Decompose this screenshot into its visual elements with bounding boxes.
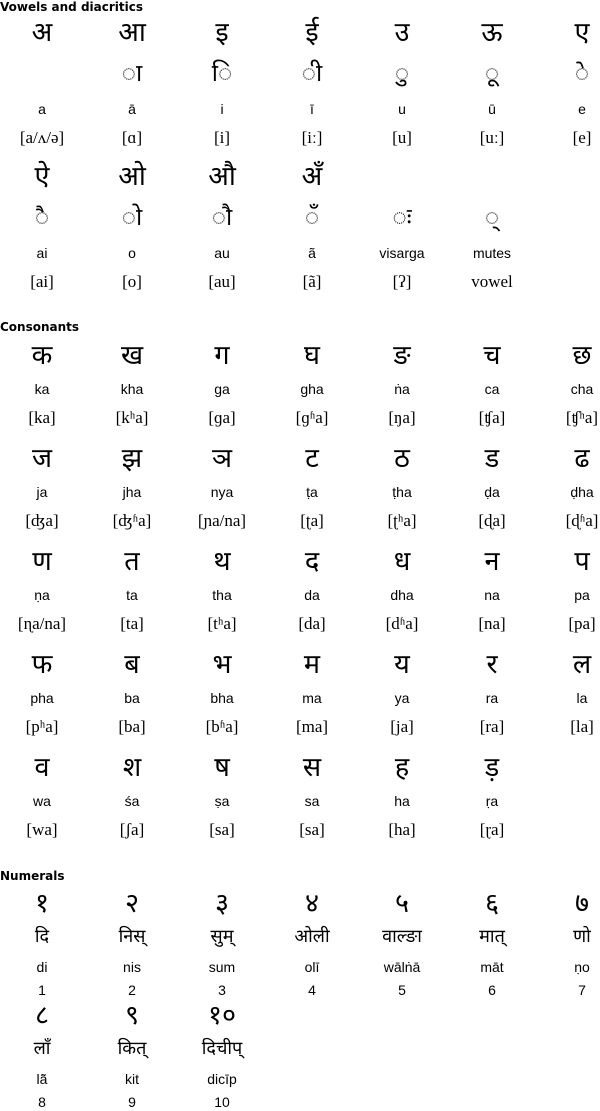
consonant-ipa: [sa] (299, 820, 325, 839)
consonant-cell (267, 645, 357, 745)
consonant-transliteration: sa (304, 793, 320, 809)
consonant-glyph: ब (124, 649, 140, 680)
consonant-transliteration: pa (574, 587, 590, 603)
consonant-ipa: [dʱa] (385, 614, 419, 633)
consonant-glyph: ङ (393, 340, 411, 371)
consonant-cell (0, 748, 87, 848)
vowel-ipa: [ʔ] (392, 272, 412, 291)
consonant-transliteration: kha (120, 381, 144, 397)
vowel-cell (357, 160, 447, 300)
consonant-cell (447, 542, 537, 642)
consonant-transliteration: ra (485, 690, 499, 706)
consonant-glyph: य (394, 649, 410, 680)
consonant-glyph: ड़ (484, 752, 500, 783)
consonants-section-title: Consonants (0, 320, 80, 334)
vowel-glyph: आ (118, 17, 146, 48)
consonant-glyph: र (486, 649, 498, 680)
vowel-transliteration: mutes (472, 245, 512, 261)
consonant-cell (267, 336, 357, 436)
numeral-glyph: १० (207, 1000, 237, 1031)
consonant-cell (267, 542, 357, 642)
vowel-diacritic: ◌ू (484, 59, 500, 87)
numeral-transliteration: kit (125, 1071, 139, 1087)
vowel-cell (0, 160, 87, 300)
consonant-transliteration: ḍa (484, 484, 500, 500)
consonant-glyph: ष (214, 752, 230, 783)
consonant-transliteration: ga (214, 381, 230, 397)
consonant-transliteration: pha (30, 690, 54, 706)
consonant-ipa: [bʱa] (205, 717, 239, 736)
consonant-ipa: [ɖʱa] (565, 511, 599, 530)
consonant-ipa: [ʃa] (119, 820, 145, 839)
numerals-section-title: Numerals (0, 869, 65, 883)
numeral-word: मात् (479, 926, 505, 947)
consonant-ipa: [ŋa] (388, 408, 416, 427)
numeral-value: 4 (308, 982, 316, 998)
numeral-glyph: ९ (124, 1000, 140, 1031)
consonant-cell (447, 336, 537, 436)
consonant-cell (0, 439, 87, 539)
consonant-cell (357, 439, 447, 539)
consonant-transliteration: bha (210, 690, 234, 706)
consonant-cell (447, 439, 537, 539)
numeral-cell (447, 885, 537, 998)
vowel-transliteration: ū (488, 101, 496, 117)
numeral-word: ओली (294, 926, 330, 947)
vowel-cell (267, 16, 357, 156)
numeral-cell (177, 997, 267, 1110)
consonant-glyph: ल (572, 649, 592, 680)
vowel-ipa: [e] (572, 128, 592, 147)
consonant-transliteration: ba (124, 690, 140, 706)
consonant-glyph: फ (31, 649, 53, 680)
numeral-value: 2 (128, 982, 136, 998)
consonant-transliteration: jha (122, 484, 142, 500)
consonant-glyph: च (483, 340, 501, 371)
consonant-transliteration: ya (394, 690, 410, 706)
consonant-cell (177, 542, 267, 642)
consonant-ipa: [tʰa] (207, 614, 237, 633)
consonant-ipa: [ʈʰa] (387, 511, 417, 530)
consonant-cell (87, 748, 177, 848)
numeral-transliteration: lā̃ (36, 1071, 48, 1087)
numeral-cell (537, 885, 600, 998)
numeral-value: 5 (398, 982, 406, 998)
vowel-cell (267, 160, 357, 300)
vowel-diacritic: ◌ो (121, 203, 143, 231)
consonant-ipa: [kʰa] (115, 408, 149, 427)
numeral-word: दिचीप् (201, 1038, 243, 1059)
vowel-diacritic: ◌ँ (304, 203, 320, 231)
numeral-glyph: ५ (394, 888, 410, 919)
consonant-ipa: [ʤʱa] (112, 511, 152, 530)
consonant-cell (357, 542, 447, 642)
consonant-glyph: क (31, 340, 53, 371)
consonant-transliteration: ha (394, 793, 410, 809)
numeral-word: लाँ (33, 1038, 51, 1059)
consonant-cell (87, 542, 177, 642)
vowel-cell (87, 16, 177, 156)
vowel-ipa: [uː] (479, 128, 505, 147)
vowel-glyph: ऊ (481, 17, 503, 48)
consonant-cell (0, 645, 87, 745)
vowel-cell (0, 16, 87, 156)
consonant-glyph: ड (484, 443, 500, 474)
vowel-cell (87, 160, 177, 300)
consonant-glyph: व (34, 752, 50, 783)
numeral-glyph: ३ (214, 888, 230, 919)
consonant-glyph: प (574, 546, 590, 577)
consonant-glyph: ख (120, 340, 144, 371)
numeral-glyph: २ (124, 888, 140, 919)
vowel-ipa: [au] (208, 272, 236, 291)
consonant-cell (87, 439, 177, 539)
consonant-ipa: [sa] (209, 820, 235, 839)
vowel-cell (447, 16, 537, 156)
vowel-cell (447, 160, 537, 300)
vowels-section-title: Vowels and diacritics (0, 0, 143, 14)
numeral-transliteration: nis (123, 959, 141, 975)
numeral-glyph: ४ (304, 888, 320, 919)
consonant-ipa: [ma] (295, 717, 329, 736)
consonant-cell (0, 542, 87, 642)
vowel-diacritic: ◌े (574, 59, 590, 87)
consonant-cell (0, 336, 87, 436)
numeral-cell (87, 997, 177, 1110)
consonant-glyph: ध (393, 546, 411, 577)
consonant-glyph: भ (212, 649, 232, 680)
consonant-ipa: [ʈa] (300, 511, 324, 530)
consonant-glyph: न (484, 546, 500, 577)
consonant-ipa: [ra] (479, 717, 505, 736)
consonant-transliteration: na (484, 587, 500, 603)
numeral-value: 3 (218, 982, 226, 998)
numeral-value: 8 (38, 1094, 46, 1110)
vowel-ipa: [ã] (302, 272, 322, 291)
vowel-transliteration: a (38, 101, 46, 117)
consonant-glyph: द (304, 546, 320, 577)
consonant-glyph: ग (214, 340, 230, 371)
vowel-ipa: [i] (213, 128, 231, 147)
consonant-glyph: थ (213, 546, 231, 577)
vowel-diacritic: ◌ै (34, 203, 50, 231)
consonant-ipa: [ɖa] (478, 511, 506, 530)
numeral-word: सुम् (210, 926, 234, 947)
vowel-transliteration: ī (310, 101, 314, 117)
vowel-glyph: इ (215, 17, 229, 48)
consonant-transliteration: gha (300, 381, 324, 397)
vowel-transliteration: u (398, 101, 406, 117)
consonant-transliteration: da (304, 587, 320, 603)
vowel-transliteration: ā (128, 101, 136, 117)
consonant-ipa: [ɡʱa] (295, 408, 329, 427)
numeral-transliteration: dicīp (207, 1071, 237, 1087)
consonant-ipa: [la] (570, 717, 594, 736)
vowel-diacritic: ◌ः (392, 203, 412, 231)
numeral-glyph: १ (34, 888, 50, 919)
numeral-value: 9 (128, 1094, 136, 1110)
consonant-ipa: [ʤa] (25, 511, 59, 530)
consonant-glyph: त (124, 546, 140, 577)
consonant-ipa: [ʧa] (478, 408, 506, 427)
consonant-ipa: [na] (478, 614, 506, 633)
numeral-cell (177, 885, 267, 998)
vowel-glyph: उ (394, 17, 410, 48)
consonant-glyph: ज (31, 443, 53, 474)
consonant-ipa: [pʰa] (25, 717, 59, 736)
consonant-ipa: [ɡa] (208, 408, 236, 427)
consonant-transliteration: cha (570, 381, 594, 397)
consonant-cell (267, 748, 357, 848)
numeral-word: वाल्ङा (382, 926, 422, 947)
vowel-glyph: अँ (301, 161, 323, 192)
consonant-ipa: [ʧʰa] (565, 408, 599, 427)
vowel-transliteration: i (220, 101, 224, 117)
consonant-cell (447, 645, 537, 745)
vowel-diacritic: ◌् (484, 203, 500, 231)
consonant-ipa: [ta] (120, 614, 144, 633)
vowel-diacritic: ◌ौ (211, 203, 233, 231)
consonant-transliteration: la (576, 690, 588, 706)
consonant-glyph: म (303, 649, 321, 680)
consonant-ipa: [da] (298, 614, 326, 633)
vowel-ipa: [a/ʌ/ə] (19, 128, 65, 147)
consonant-cell (177, 336, 267, 436)
consonant-cell (537, 542, 600, 642)
consonant-ipa: [ɽa] (479, 820, 505, 839)
vowel-glyph: ऐ (34, 161, 50, 192)
vowel-cell (537, 16, 600, 156)
numeral-transliteration: ṇo (574, 959, 590, 975)
numeral-cell (357, 885, 447, 998)
vowel-diacritic: ◌ु (394, 59, 410, 87)
consonant-glyph: ण (32, 546, 52, 577)
consonant-transliteration: nya (210, 484, 234, 500)
vowel-glyph: ए (574, 17, 590, 48)
numeral-glyph: ६ (484, 888, 500, 919)
numeral-transliteration: olī (304, 959, 320, 975)
consonant-transliteration: ma (302, 690, 322, 706)
vowel-ipa: [o] (122, 272, 142, 291)
consonant-transliteration: ca (484, 381, 500, 397)
consonant-glyph: स (302, 752, 322, 783)
vowel-ipa: [u] (392, 128, 412, 147)
vowel-cell (177, 160, 267, 300)
consonant-cell (537, 336, 600, 436)
vowel-glyph: ई (305, 17, 319, 48)
numeral-transliteration: māt (480, 959, 504, 975)
consonant-ipa: [ɲa/na] (197, 511, 247, 530)
consonant-cell (87, 336, 177, 436)
numeral-cell (267, 885, 357, 998)
consonant-cell (87, 645, 177, 745)
consonant-transliteration: ṅa (394, 381, 410, 397)
consonant-ipa: [ja] (390, 717, 414, 736)
consonant-glyph: घ (304, 340, 320, 371)
consonant-transliteration: wa (33, 793, 51, 809)
consonant-cell (537, 645, 600, 745)
numeral-value: 10 (214, 1094, 230, 1110)
vowel-cell (357, 16, 447, 156)
vowel-cell (177, 16, 267, 156)
consonant-cell (267, 439, 357, 539)
consonant-cell (177, 645, 267, 745)
numeral-glyph: ८ (34, 1000, 50, 1031)
consonant-cell (177, 439, 267, 539)
numeral-cell (0, 997, 87, 1110)
vowel-ipa: vowel (471, 272, 513, 291)
consonant-ipa: [wa] (26, 820, 58, 839)
numeral-value: 7 (578, 982, 586, 998)
vowel-transliteration: ã (308, 245, 316, 261)
numeral-word: कित् (117, 1038, 147, 1059)
consonant-ipa: [pa] (568, 614, 596, 633)
vowel-diacritic: ◌ि (211, 59, 233, 87)
vowel-glyph: औ (208, 161, 236, 192)
numeral-glyph: ७ (574, 888, 590, 919)
consonant-cell (357, 645, 447, 745)
consonant-transliteration: ṭa (306, 484, 318, 500)
consonant-glyph: ट (305, 443, 319, 474)
consonant-cell (447, 748, 537, 848)
consonant-transliteration: ka (34, 381, 50, 397)
consonant-cell (357, 336, 447, 436)
consonant-cell (357, 748, 447, 848)
vowel-glyph: ओ (118, 161, 146, 192)
numeral-value: 6 (488, 982, 496, 998)
vowel-transliteration: e (578, 101, 586, 117)
consonant-glyph: झ (121, 443, 143, 474)
consonant-glyph: ढ (574, 443, 590, 474)
vowel-transliteration: au (214, 245, 230, 261)
consonant-transliteration: ja (36, 484, 48, 500)
numeral-word: निस् (118, 926, 146, 947)
vowel-glyph: अ (31, 17, 53, 48)
numeral-cell (0, 885, 87, 998)
vowel-ipa: [ai] (30, 272, 54, 291)
consonant-glyph: ठ (394, 443, 410, 474)
numeral-value: 1 (38, 982, 46, 998)
vowel-transliteration: visarga (379, 245, 425, 261)
numeral-transliteration: wālṅā (383, 959, 421, 975)
numeral-word: दि (34, 926, 50, 947)
consonant-transliteration: dha (390, 587, 414, 603)
consonant-transliteration: ḍha (570, 484, 594, 500)
numeral-word: णो (573, 926, 591, 947)
consonant-transliteration: ṣa (214, 793, 230, 809)
numeral-transliteration: di (36, 959, 48, 975)
consonant-ipa: [ha] (388, 820, 416, 839)
consonant-glyph: ह (394, 752, 410, 783)
consonant-cell (177, 748, 267, 848)
consonant-transliteration: ṛa (485, 793, 499, 809)
consonant-cell (537, 439, 600, 539)
consonant-transliteration: ta (126, 587, 138, 603)
consonant-transliteration: ṭha (392, 484, 412, 500)
vowel-transliteration: ai (36, 245, 48, 261)
consonant-ipa: [ba] (118, 717, 146, 736)
consonant-transliteration: śa (124, 793, 140, 809)
consonant-ipa: [ɳa/na] (17, 614, 67, 633)
consonant-transliteration: ṇa (34, 587, 50, 603)
vowel-ipa: [iː] (301, 128, 323, 147)
consonant-glyph: छ (572, 340, 592, 371)
consonant-ipa: [ka] (28, 408, 56, 427)
numeral-transliteration: sum (208, 959, 236, 975)
vowel-transliteration: o (128, 245, 136, 261)
numeral-cell (87, 885, 177, 998)
consonant-glyph: ञ (211, 443, 233, 474)
consonant-glyph: श (122, 752, 142, 783)
vowel-ipa: [ɑ] (121, 128, 143, 147)
vowel-diacritic: ◌ा (121, 59, 143, 87)
consonant-transliteration: tha (212, 587, 232, 603)
vowel-diacritic: ◌ी (301, 59, 323, 87)
